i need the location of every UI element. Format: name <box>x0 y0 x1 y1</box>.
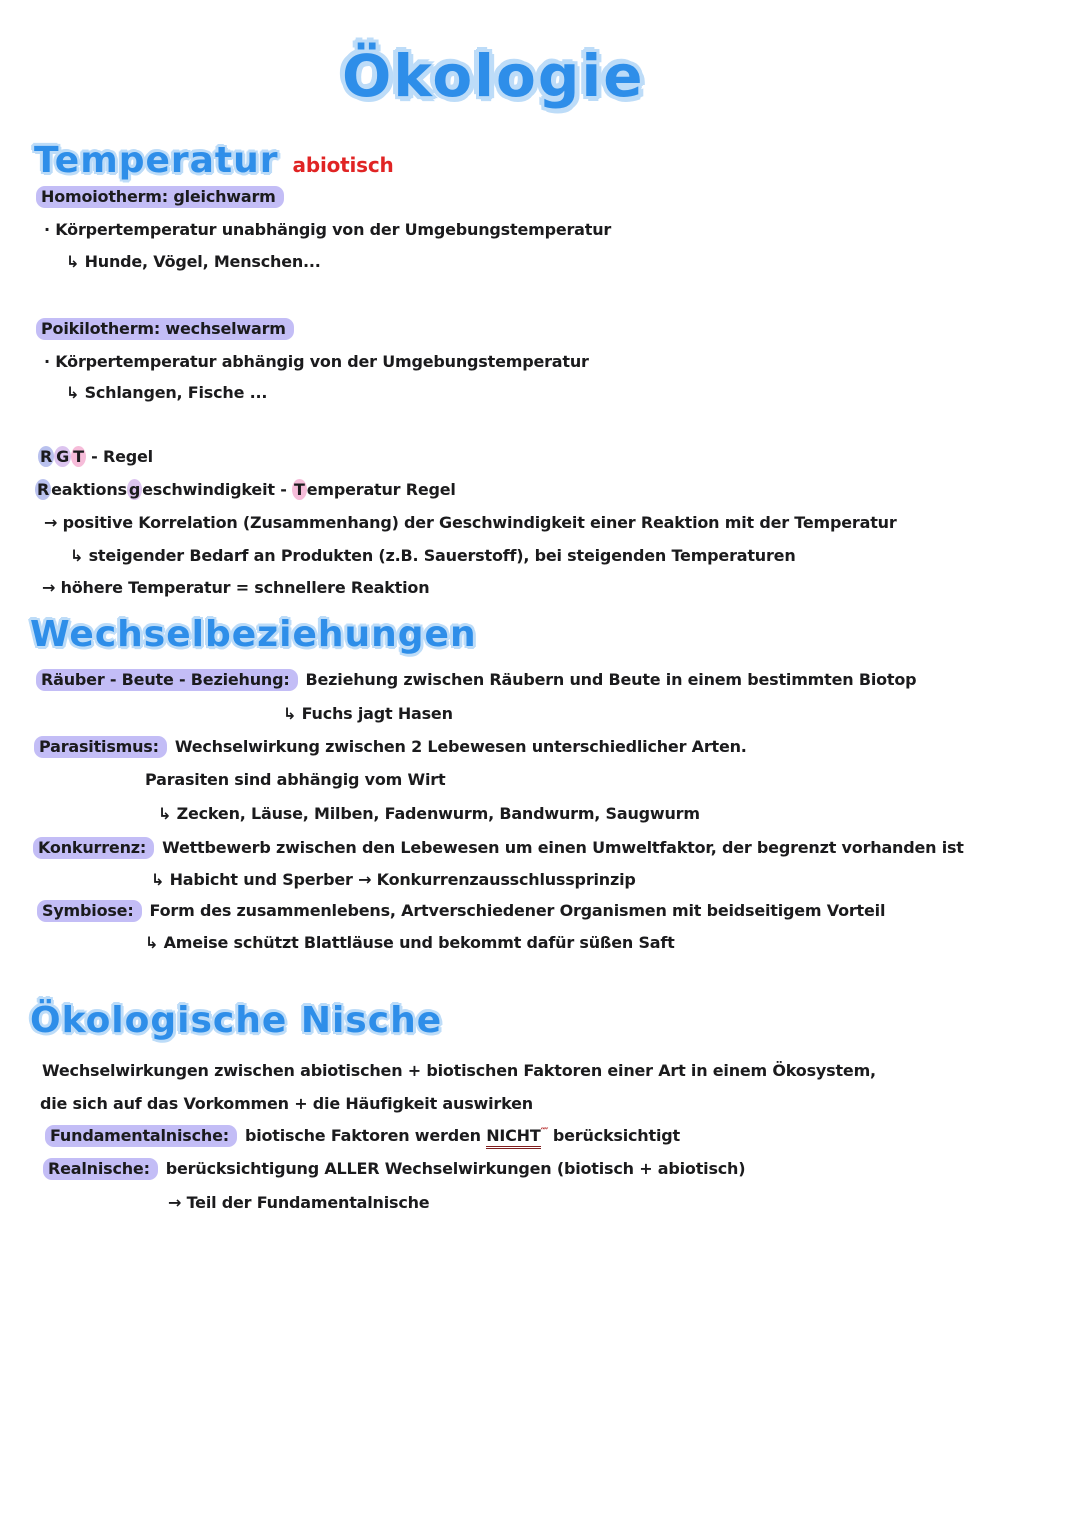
rgt-point-3: → höhere Temperatur = schnellere Reaktion <box>42 578 430 597</box>
raeuber-beute-row <box>36 670 916 689</box>
term-parasitismus: Parasitismus: <box>34 736 167 758</box>
section-temperatur-heading-row <box>34 140 394 181</box>
homoiotherm-examples: ↳ Hunde, Vögel, Menschen... <box>66 252 321 271</box>
nicht-emphasis: NICHT <box>486 1126 540 1149</box>
section-heading-oekologische-nische: Ökologische Nische <box>30 1000 443 1041</box>
symbiose-definition: Form des zusammenlebens, Artverschiedener Organismen mit beidseitigem Vorteil <box>149 901 886 920</box>
fundamentalnische-row <box>45 1126 680 1145</box>
raeuber-beute-definition: Beziehung zwischen Räubern und Beute in einem bestimmten Biotop <box>305 670 917 689</box>
nische-intro-line-1: Wechselwirkungen zwischen abiotischen + biotischen Faktoren einer Art in einem Ökosystem, <box>42 1061 876 1080</box>
term-realnische: Realnische: <box>43 1158 158 1180</box>
rgt-exp-part3: emperatur Regel <box>306 480 456 499</box>
term-poikilotherm: Poikilotherm: wechselwarm <box>36 318 294 340</box>
rgt-point-1: → positive Korrelation (Zusammenhang) der Geschwindigkeit einer Reaktion mit der Temperatur <box>44 513 897 532</box>
fundamentalnische-def-before: biotische Faktoren werden <box>244 1126 487 1145</box>
konkurrenz-definition: Wettbewerb zwischen den Lebewesen um einen Umweltfaktor, der begrenzt vorhanden ist <box>162 838 964 857</box>
section-heading-temperatur: Temperatur <box>34 140 279 181</box>
parasitismus-row <box>34 737 747 756</box>
realnische-row <box>43 1159 745 1178</box>
nische-intro-line-2: die sich auf das Vorkommen + die Häufigkeit auswirken <box>40 1094 533 1113</box>
poikilotherm-definition: · Körpertemperatur abhängig von der Umgebungstemperatur <box>44 352 589 371</box>
rgt-letter-g: G <box>56 447 70 466</box>
tag-abiotisch: abiotisch <box>292 153 394 177</box>
rgt-letter-t: T <box>73 447 84 466</box>
term-fundamentalnische: Fundamentalnische: <box>45 1125 237 1147</box>
homoiotherm-definition: · Körpertemperatur unabhängig von der Umgebungstemperatur <box>44 220 612 239</box>
parasitismus-note: Parasiten sind abhängig vom Wirt <box>145 770 446 789</box>
section-heading-wechselbeziehungen: Wechselbeziehungen <box>30 614 477 655</box>
konkurrenz-row <box>33 838 964 857</box>
rgt-regel-title <box>38 447 153 466</box>
rgt-exp-letter-g: g <box>128 480 141 499</box>
symbiose-row <box>37 901 885 920</box>
parasitismus-definition: Wechselwirkung zwischen 2 Lebewesen unterschiedlicher Arten. <box>174 737 747 756</box>
term-konkurrenz: Konkurrenz: <box>33 837 154 859</box>
realnische-subline: → Teil der Fundamentalnische <box>168 1193 430 1212</box>
rgt-exp-letter-r: R <box>37 480 50 499</box>
rgt-letter-r: R <box>40 447 53 466</box>
page-title: Ökologie <box>342 42 645 110</box>
term-poikilotherm-row <box>36 319 294 338</box>
rgt-exp-part2: eschwindigkeit - <box>142 480 292 499</box>
term-homoiotherm: Homoiotherm: gleichwarm <box>36 186 284 208</box>
fundamentalnische-def-after: berücksichtigt <box>547 1126 680 1145</box>
raeuber-beute-example: ↳ Fuchs jagt Hasen <box>283 704 453 723</box>
term-homoiotherm-row <box>36 187 284 206</box>
rgt-exp-part1: eaktions <box>51 480 127 499</box>
symbiose-example: ↳ Ameise schützt Blattläuse und bekommt dafür süßen Saft <box>145 933 675 952</box>
parasitismus-examples: ↳ Zecken, Läuse, Milben, Fadenwurm, Bandwurm, Saugwurm <box>158 804 700 823</box>
nicht-emphasis-marks: ″″ <box>540 1126 548 1138</box>
term-symbiose: Symbiose: <box>37 900 142 922</box>
konkurrenz-example: ↳ Habicht und Sperber → Konkurrenzausschlussprinzip <box>151 870 636 889</box>
poikilotherm-examples: ↳ Schlangen, Fische ... <box>66 383 268 402</box>
realnische-definition: berücksichtigung ALLER Wechselwirkungen (biotisch + abiotisch) <box>165 1159 746 1178</box>
term-raeuber-beute-beziehung: Räuber - Beute - Beziehung: <box>36 669 298 691</box>
rgt-exp-letter-t: T <box>294 480 305 499</box>
rgt-suffix: - Regel <box>85 447 153 466</box>
rgt-point-2: ↳ steigender Bedarf an Produkten (z.B. Sauerstoff), bei steigenden Temperaturen <box>70 546 796 565</box>
rgt-expansion <box>35 480 456 499</box>
